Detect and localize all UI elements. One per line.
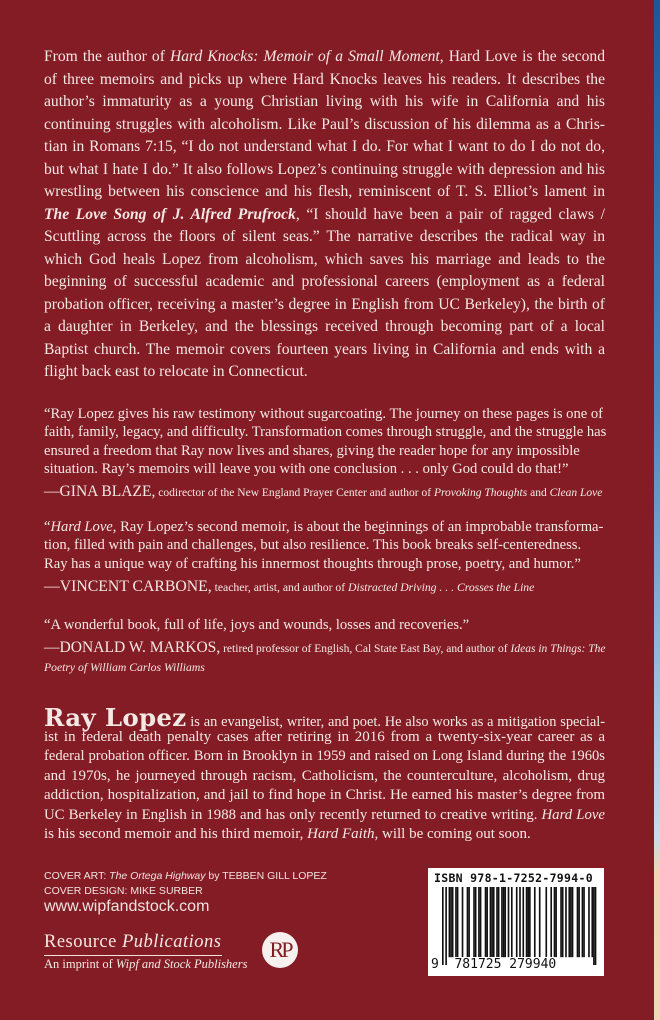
text-segment: UC Berkeley in English in 1988 and has only recently returned to creative writing. <box>44 806 542 823</box>
publisher-name <box>44 932 222 956</box>
barcode-bar <box>593 887 595 965</box>
text-line <box>44 786 605 806</box>
barcode-bar <box>577 887 579 957</box>
text-line <box>44 405 605 423</box>
barcode-bar <box>485 887 487 957</box>
barcode-bar <box>504 887 506 957</box>
text-line <box>44 249 605 272</box>
cover-art-artist: by TEBBEN GILL LOPEZ <box>205 870 327 882</box>
text-segment: but what I hate I do.” It also follows Lopez’s continuing struggle with depression and his <box>44 160 605 178</box>
text-line <box>44 483 605 501</box>
text-line <box>44 825 605 845</box>
text-line <box>44 114 605 137</box>
text-segment: “Ray Lopez gives his raw testimony without sugarcoating. The journey on these pages is one of <box>44 406 604 422</box>
text-segment: beginning of successful academic and professional careers (employment as a federal <box>44 273 605 290</box>
text-segment: tian in Romans 7:15, “I do not understand what I do. For what I want to do I do not do, <box>44 138 605 155</box>
imprint-prefix: An imprint of <box>44 957 116 971</box>
barcode-bar <box>503 887 505 957</box>
text-segment: Hard Love <box>541 806 605 823</box>
barcode-bar <box>468 887 470 957</box>
barcode-bar <box>452 887 454 957</box>
endorsement-vincent-carbone <box>44 518 605 596</box>
barcode-bar <box>539 887 541 957</box>
isbn-barcode <box>428 868 604 976</box>
barcode-bar <box>591 887 593 957</box>
book-description <box>44 46 605 384</box>
text-line <box>44 460 605 478</box>
barcode-bar <box>529 887 531 957</box>
text-segment: ist in federal death penalty cases after retiring in 2016 from a twenty-six-year career as a <box>44 728 605 745</box>
text-segment: Baptist church. The memoir covers fourteen years living in California and ends with a <box>44 340 605 358</box>
text-line <box>44 639 605 657</box>
barcode-bar <box>486 887 488 957</box>
barcode-bar <box>565 887 567 957</box>
barcode-bar <box>508 887 510 957</box>
endorser-name: —VINCENT CARBONE, <box>44 577 212 595</box>
barcode-bars <box>442 887 598 965</box>
publisher-name-italic: Publications <box>121 932 222 952</box>
text-line <box>44 703 605 732</box>
text-segment: Hard Knocks: Memoir of a Small Moment <box>169 48 440 65</box>
endorser-name: —DONALD W. MARKOS, <box>44 639 221 657</box>
text-segment: Scuttling across the floors of silent seas.” The narrative describes the radical way in <box>44 228 605 245</box>
barcode-bar <box>554 887 556 957</box>
text-segment: Distracted Driving . . . Crosses the Line <box>348 580 535 594</box>
endorser-name: —GINA BLAZE, <box>44 483 156 501</box>
text-line <box>44 46 605 69</box>
text-segment: probation officer, receiving a master’s degree in English from UC Berkeley), the birth of <box>44 295 605 313</box>
text-segment: teacher, artist, and author of <box>211 580 349 594</box>
text-segment: tion, filled with pain and challenges, but also resilience. This book breaks self-centeredness. <box>44 537 582 554</box>
barcode-bar <box>534 887 536 957</box>
barcode-bar <box>475 887 477 957</box>
imprint-name: Wipf and Stock Publishers <box>115 957 248 971</box>
text-line <box>44 747 605 767</box>
text-segment: , Hard Love is the second <box>439 48 606 65</box>
text-segment: , Ray Lopez’s second memoir, is about the beginnings of an improbable transforma- <box>112 519 604 535</box>
barcode-bar <box>462 887 464 957</box>
barcode-bar <box>578 887 580 957</box>
barcode-bar <box>480 887 482 957</box>
endorsement-gina-blaze <box>44 405 605 501</box>
text-segment: ensured a freedom that Ray now lives and shares, giving the reader hope for any impossible <box>44 442 580 459</box>
text-segment: Ideas in Things: The <box>510 643 606 656</box>
cover-art-title: The Ortega Highway <box>109 870 206 882</box>
barcode-bar <box>493 887 495 957</box>
cover-art-credit <box>44 870 327 882</box>
text-line <box>44 316 605 339</box>
text-segment: continuing struggles with alcoholism. Like Paul’s discussion of his dilemma as a Chris- <box>44 115 605 133</box>
text-line <box>44 767 605 787</box>
text-line <box>44 181 605 204</box>
barcode-bar <box>457 887 459 957</box>
text-segment: “ <box>44 519 51 535</box>
barcode-bar <box>442 887 444 965</box>
text-segment: a daughter in Berkeley, and the blessings received through becoming part of a local <box>44 318 605 335</box>
barcode-bar <box>519 887 521 965</box>
text-segment: Ray has a unique way of crafting his innermost thoughts through prose, poetry, and humor.” <box>44 555 581 572</box>
text-segment: Hard Love <box>50 519 113 535</box>
text-segment: which God heals Lopez from alcoholism, which saves his marriage and leads to the <box>44 250 605 268</box>
text-segment: wrestling between his conscience and his flesh, reminiscent of T. S. Elliot’s lament in <box>44 183 605 200</box>
barcode-bar <box>490 887 492 957</box>
text-segment: The Love Song of J. Alfred Prufrock <box>44 205 296 223</box>
text-segment: author’s immaturity as a young Christian living with his wife in California and his <box>44 93 605 110</box>
barcode-bar <box>570 887 572 957</box>
publisher-logo <box>44 932 247 972</box>
text-line <box>44 339 605 362</box>
cover-design-credit: COVER DESIGN: MIKE SURBER <box>44 885 203 897</box>
barcode-bar <box>582 887 584 957</box>
text-segment: flight back east to relocate in Connecticut. <box>44 363 308 380</box>
text-line <box>44 616 605 634</box>
barcode-digits <box>431 957 556 972</box>
endorsement-donald-markos <box>44 616 605 676</box>
text-segment: addiction, hospitalization, and jail to find hope in Christ. He earned his master’s degree from <box>44 787 605 803</box>
text-line <box>44 518 605 536</box>
text-segment: Poetry of William Carlos Williams <box>44 660 205 674</box>
barcode-bar <box>545 887 547 957</box>
rp-logo-icon: RP <box>262 932 298 968</box>
text-segment: situation. Ray’s memoirs will leave you with one conclusion . . . only God could do that!” <box>44 460 569 477</box>
text-segment: Clean Love <box>549 487 603 500</box>
barcode-bar <box>516 887 518 965</box>
text-line <box>44 442 605 460</box>
barcode-bar <box>455 887 457 957</box>
text-line <box>44 806 605 826</box>
text-line <box>44 555 605 573</box>
barcode-bar <box>467 887 469 957</box>
cover-art-label: COVER ART: <box>44 870 110 882</box>
text-segment: and <box>527 487 550 500</box>
text-segment: of three memoirs and picks up where Hard Knocks leaves his readers. It describes the <box>44 70 605 88</box>
front-cover-edge <box>654 0 660 1020</box>
barcode-bar <box>450 887 452 957</box>
barcode-bar <box>496 887 498 957</box>
barcode-bar <box>478 887 480 957</box>
barcode-bar <box>527 887 529 957</box>
text-segment: retired professor of English, Cal State East Bay, and author of <box>220 643 511 656</box>
text-segment: From the author of <box>44 48 170 65</box>
text-segment: is an evangelist, writer, and poet. He also works as a mitigation special- <box>186 714 605 730</box>
barcode-bar <box>595 887 597 965</box>
barcode-bar <box>522 887 524 965</box>
barcode-digit-first: 9 <box>431 957 439 972</box>
text-line <box>44 159 605 182</box>
text-segment: federal probation officer. Born in Brooklyn in 1959 and raised on Long Island during the 1960s <box>44 748 605 764</box>
barcode-bar <box>550 887 552 957</box>
text-line <box>44 294 605 317</box>
barcode-digits-right: 279940 <box>509 957 557 972</box>
text-line <box>44 271 605 294</box>
barcode-bar <box>555 887 557 957</box>
barcode-bar <box>449 887 451 957</box>
text-line <box>44 91 605 114</box>
text-segment: Provoking Thoughts <box>433 487 528 500</box>
author-name: Ray Lopez <box>44 703 187 732</box>
text-segment: is his second memoir and his third memoir, <box>44 826 308 842</box>
barcode-bar <box>511 887 513 957</box>
text-line <box>44 361 605 384</box>
text-line <box>44 536 605 554</box>
barcode-bar <box>562 887 564 957</box>
text-line <box>44 578 605 596</box>
barcode-bar <box>498 887 500 957</box>
text-line <box>44 658 605 676</box>
author-bio <box>44 703 605 845</box>
text-segment: , will be coming out soon. <box>374 826 531 842</box>
publisher-name-regular: Resource <box>44 932 122 952</box>
barcode-bar <box>568 887 570 957</box>
text-segment: and 1970s, he journeyed through racism, Catholicism, the counterculture, alcoholism, drug <box>44 767 605 784</box>
text-segment: Hard Faith <box>307 826 375 842</box>
barcode-bar <box>583 887 585 957</box>
text-segment: faith, family, legacy, and difficulty. Transformation comes through struggle, and the struggle has <box>44 424 607 441</box>
text-line <box>44 204 605 227</box>
text-line <box>44 226 605 249</box>
barcode-digits-left: 781725 <box>454 957 502 972</box>
barcode-bar <box>588 887 590 957</box>
barcode-bar <box>491 887 493 957</box>
text-line <box>44 423 605 441</box>
publisher-imprint <box>44 957 247 972</box>
barcode-bar <box>560 887 562 957</box>
text-line <box>44 728 605 748</box>
text-segment: “A wonderful book, full of life, joys and wounds, losses and recoveries.” <box>44 617 470 633</box>
barcode-bar <box>473 887 475 957</box>
barcode-bar <box>501 887 503 957</box>
text-segment: , “I should have been a pair of ragged claws / <box>295 205 605 223</box>
barcode-bar <box>526 887 528 957</box>
publisher-url: www.wipfandstock.com <box>44 898 210 915</box>
barcode-bar <box>572 887 574 957</box>
text-line <box>44 69 605 92</box>
barcode-bar <box>445 887 447 965</box>
text-segment: codirector of the New England Prayer Center and author of <box>155 487 434 500</box>
isbn-text: ISBN 978-1-7252-7994-0 <box>434 871 593 885</box>
text-line <box>44 136 605 159</box>
